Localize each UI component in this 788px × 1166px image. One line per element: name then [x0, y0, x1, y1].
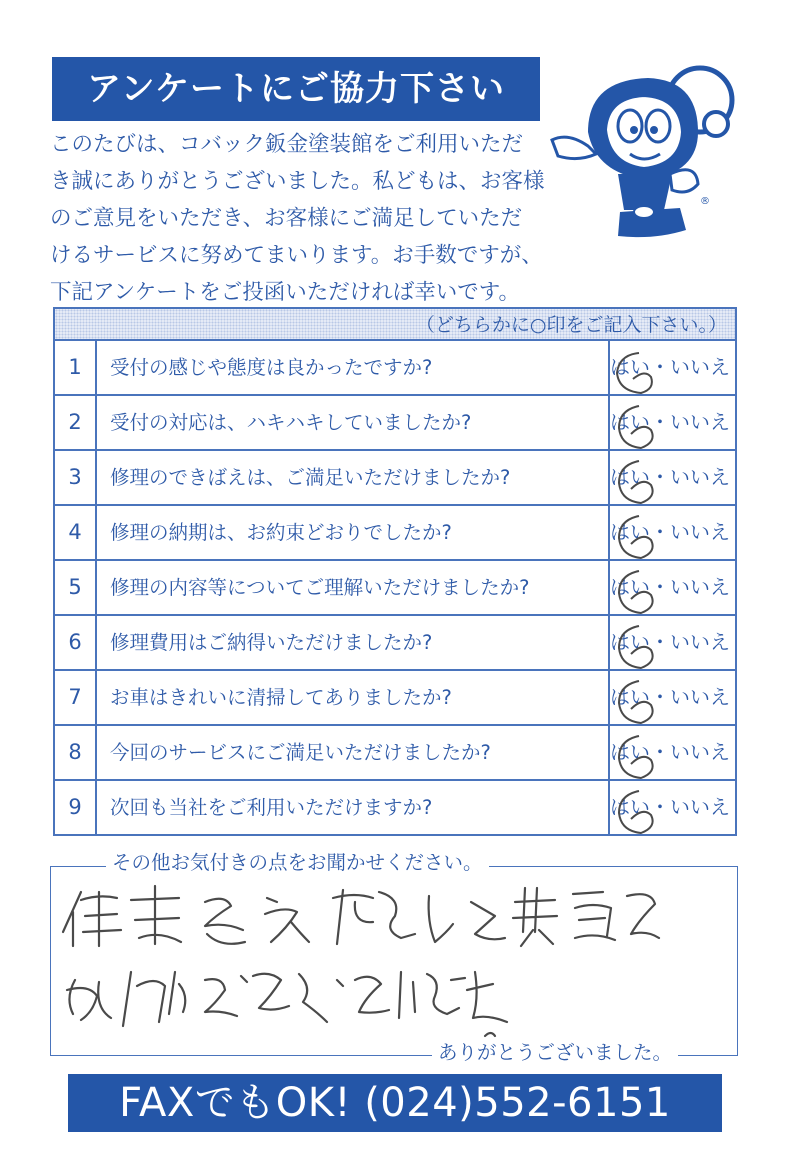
- table-row: [55, 451, 735, 506]
- mascot-character-icon: [548, 62, 738, 242]
- handwritten-comment-icon: [55, 872, 725, 1042]
- table-row: [55, 616, 735, 671]
- survey-instruction: （どちらかに○印をご記入下さい。）: [415, 314, 727, 336]
- closing-text: ありがとうございました。: [432, 1038, 678, 1068]
- question-number: 6: [55, 616, 97, 669]
- question-number: 3: [55, 451, 97, 504]
- table-row: [55, 341, 735, 396]
- registered-mark: ®: [700, 196, 710, 207]
- question-number: 9: [55, 781, 97, 836]
- question-text: 修理の内容等についてご理解いただけましたか?: [110, 576, 530, 599]
- answer-options[interactable]: はい・いいえ: [608, 781, 735, 836]
- question-number: 5: [55, 561, 97, 614]
- question-text: 次回も当社をご利用いただけますか?: [110, 796, 433, 819]
- intro-line: 下記アンケートをご投函いただければ幸いです。: [50, 280, 520, 305]
- question-text: お車はきれいに清掃してありましたか?: [110, 686, 452, 709]
- intro-line: けるサービスに努めてまいります。お手数ですが、: [50, 243, 543, 268]
- question-number: 8: [55, 726, 97, 779]
- table-row: [55, 396, 735, 451]
- page-title: アンケートにご協力下さい: [52, 57, 540, 121]
- question-number: 1: [55, 341, 97, 394]
- table-row: [55, 781, 735, 836]
- answer-options[interactable]: はい・いいえ: [608, 451, 735, 504]
- intro-text: [50, 126, 558, 311]
- question-text: 受付の感じや態度は良かったですか?: [110, 356, 433, 379]
- question-text: 修理費用はご納得いただけましたか?: [110, 631, 433, 654]
- question-number: 7: [55, 671, 97, 724]
- answer-options[interactable]: はい・いいえ: [608, 561, 735, 614]
- intro-line: のご意見をいただき、お客様にご満足していただ: [50, 206, 523, 231]
- table-row: [55, 671, 735, 726]
- question-text: 受付の対応は、ハキハキしていましたか?: [110, 411, 472, 434]
- question-number: 2: [55, 396, 97, 449]
- question-number: 4: [55, 506, 97, 559]
- table-row: [55, 561, 735, 616]
- question-text: 今回のサービスにご満足いただけましたか?: [110, 741, 491, 764]
- answer-options[interactable]: はい・いいえ: [608, 396, 735, 449]
- answer-options[interactable]: はい・いいえ: [608, 341, 735, 394]
- survey-table: [53, 307, 737, 836]
- fax-banner: FAXでもOK! (024)552-6151: [68, 1074, 722, 1132]
- answer-options[interactable]: はい・いいえ: [608, 616, 735, 669]
- question-text: 修理の納期は、お約束どおりでしたか?: [110, 521, 452, 544]
- answer-options[interactable]: はい・いいえ: [608, 506, 735, 559]
- intro-line: このたびは、コバック鈑金塗装館をご利用いただ: [50, 132, 524, 157]
- intro-line: き誠にありがとうございました。私どもは、お客様: [50, 169, 545, 194]
- survey-header: [55, 309, 735, 341]
- answer-options[interactable]: はい・いいえ: [608, 671, 735, 724]
- answer-options[interactable]: はい・いいえ: [608, 726, 735, 779]
- table-row: [55, 726, 735, 781]
- comment-label: その他お気付きの点をお聞かせください。: [106, 848, 489, 878]
- table-row: [55, 506, 735, 561]
- question-text: 修理のできばえは、ご満足いただけましたか?: [110, 466, 511, 489]
